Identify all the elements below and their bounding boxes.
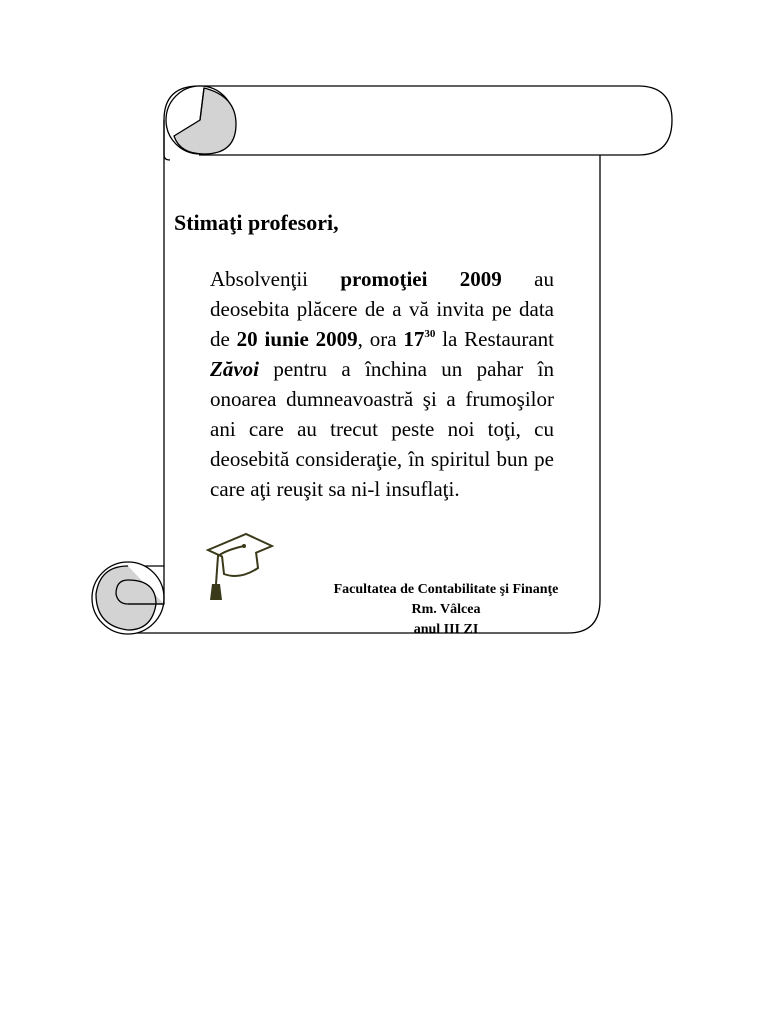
body-text-part: , ora — [357, 327, 404, 351]
event-time-hour: 17 — [403, 327, 425, 351]
venue-name: Zăvoi — [210, 357, 259, 381]
body-text-part: au deosebita plăcere de a vă invita pe data de — [210, 267, 554, 351]
faculty-signature — [290, 580, 602, 636]
class-year: promoţiei 2009 — [340, 267, 502, 291]
faculty-name: Facultatea de Contabilitate şi Finanţe — [333, 582, 559, 597]
bottom-curl-icon — [92, 562, 164, 634]
event-time-minutes: 30 — [424, 328, 436, 340]
invitation-body — [210, 264, 554, 542]
letter-greeting: Stimaţi profesori, — [174, 210, 339, 235]
body-text-part: Absolvenţii — [210, 267, 341, 291]
body-text-part: la Restaurant — [435, 327, 554, 351]
event-date: 20 iunie 2009 — [236, 327, 358, 351]
graduation-cap-icon — [204, 528, 274, 604]
body-text-part: pentru a închina un pahar în onoarea dumneavoastră şi a frumoşilor ani care au trecut peste noi toţi, cu deosebită consideraţie, în spiritul bun pe care aţi reuşit sa ni-l insuflaţi. — [210, 357, 554, 501]
faculty-city: Rm. Vâlcea — [411, 602, 481, 617]
faculty-year: anul III ZI — [413, 622, 479, 636]
